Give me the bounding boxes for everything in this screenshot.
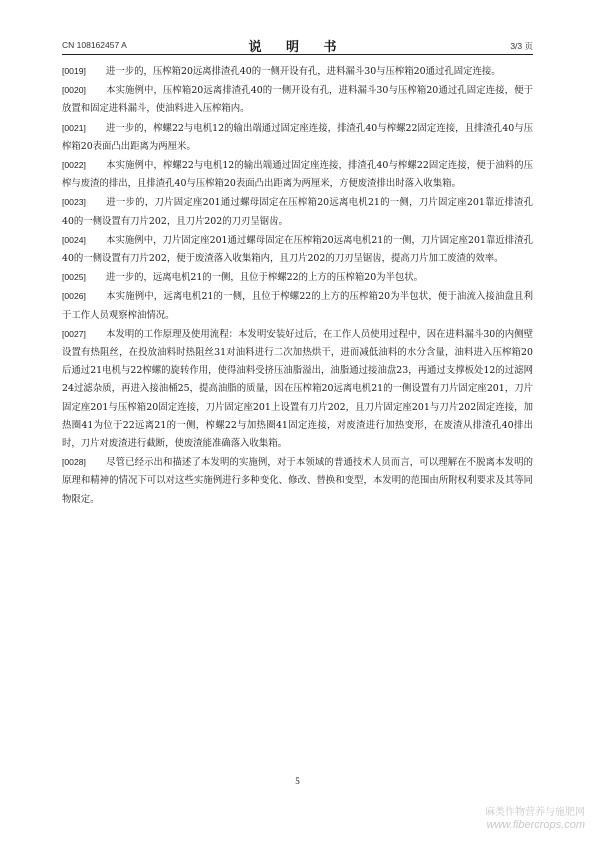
document-title: 说 明 书 [248, 40, 347, 55]
page-header [62, 36, 533, 55]
paragraph-text: 进一步的，远离电机21的一侧，且位于榨螺22的上方的压榨箱20为半包状。 [106, 272, 424, 284]
paragraph-0019 [62, 62, 533, 81]
paragraph-number: [0026] [62, 291, 86, 302]
paragraph-0021 [62, 119, 533, 156]
paragraph-number: [0027] [62, 328, 86, 339]
paragraph-0023 [62, 193, 533, 230]
watermark-site-name: 麻类作物营养与施肥网 [485, 807, 585, 818]
paragraph-0028 [62, 453, 533, 509]
paragraph-number: [0023] [62, 197, 86, 208]
paragraph-text: 本实施例中，刀片固定座201通过螺母固定在压榨箱20远离电机21的一侧，刀片固定座201靠近排渣孔40的一侧设置有刀片202，便于废渣落入收集箱内，且刀片202的刀刃呈锯齿，提高刀片加工废渣的效率。 [62, 234, 533, 265]
paragraph-number: [0028] [62, 457, 86, 468]
paragraph-0027 [62, 325, 533, 453]
paragraph-number: [0024] [62, 234, 86, 245]
paragraph-0020 [62, 81, 533, 118]
paragraph-0025 [62, 268, 533, 287]
paragraph-0022 [62, 156, 533, 193]
paragraph-number: [0020] [62, 85, 86, 96]
watermark-url: www.fibercrops.com [486, 819, 585, 831]
description-body [62, 62, 533, 509]
page-number: 5 [295, 776, 300, 786]
paragraph-number: [0022] [62, 160, 86, 171]
paragraph-number: [0021] [62, 122, 86, 133]
paragraph-text: 本实施例中，压榨箱20远离排渣孔40的一侧开设有孔，进料漏斗30与压榨箱20通过孔固定连接，便于放置和固定进料漏斗，使油料进入压榨箱内。 [62, 85, 533, 115]
paragraph-text: 进一步的，榨螺22与电机12的输出端通过固定座连接，排渣孔40与榨螺22固定连接，且排渣孔40与压榨箱20表面凸出距离为两厘米。 [62, 122, 533, 152]
paragraph-number: [0025] [62, 272, 86, 283]
paragraph-text: 尽管已经示出和描述了本发明的实施例，对于本领域的普通技术人员而言，可以理解在不脱离本发明的原理和精神的情况下可以对这些实施例进行多种变化、修改、替换和变型，本发明的范围由所附权利要求及其等同物限定。 [62, 457, 533, 505]
paragraph-text: 进一步的，压榨箱20远离排渣孔40的一侧开设有孔，进料漏斗30与压榨箱20通过孔固定连接。 [106, 66, 501, 77]
paragraph-0024 [62, 231, 533, 268]
paragraph-text: 本实施例中，远离电机21的一侧，且位于榨螺22的上方的压榨箱20为半包状，便于油流入接油盘且利于工作人员观察榨油情况。 [62, 291, 533, 321]
paragraph-text: 本实施例中，榨螺22与电机12的输出端通过固定座连接，排渣孔40与榨螺22固定连接，便于油料的压榨与废渣的排出，且排渣孔40与压榨箱20表面凸出距离为两厘米，方便废渣排出时落入收集箱。 [62, 160, 533, 190]
page-indicator: 3/3 页 [510, 41, 533, 51]
paragraph-number: [0019] [62, 66, 86, 76]
site-watermark [485, 806, 585, 832]
document-number: CN 108162457 A [62, 40, 127, 50]
paragraph-text: 进一步的，刀片固定座201通过螺母固定在压榨箱20远离电机21的一侧，刀片固定座201靠近排渣孔40的一侧设置有刀片202，且刀片202的刀刃呈锯齿。 [62, 197, 533, 227]
paragraph-text: 本发明的工作原理及使用流程：本发明安装好过后，在工作人员使用过程中，因在进料漏斗30的内侧壁设置有热阻丝，在投放油料时热阻丝31对油料进行二次加热烘干，进而减低油料的水分含量，油料进入压榨箱20后通过21电机与22榨螺的旋转作用，使得油料受挤压油脂溢出，油脂通过接油盘23，再通过支撑板处12的过滤网24过滤杂质，再进入接油桶25，提高油脂的质量，因在压榨箱20远离电机21的一侧设置有刀片固定座201，刀片固定座201与压榨箱20固定连接，刀片固定座201上设置有刀片202，且刀片固定座201与刀片202固定连接，加热圈41为位于22远离21的一侧，榨螺22与加热圈41固定连接，对废渣进行加热变形，在废渣从排渣孔40排出时，刀片对废渣进行截断，使废渣能准确落入收集箱。 [62, 328, 533, 450]
paragraph-0026 [62, 287, 533, 324]
